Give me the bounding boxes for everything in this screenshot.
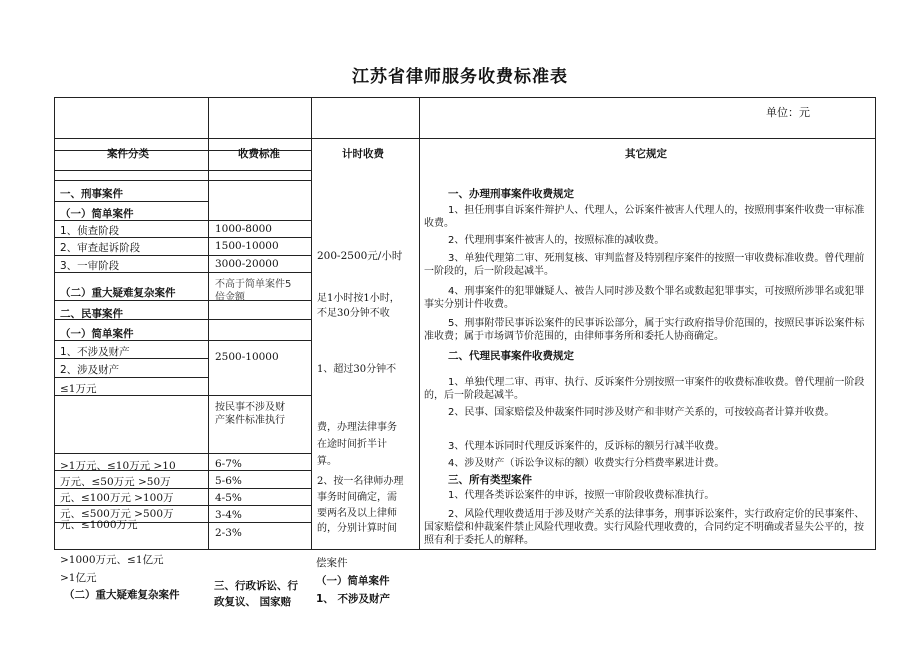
- header-other-rules: 其它规定: [625, 148, 667, 160]
- major-civil-title: （二）重大疑难复杂案件: [64, 589, 180, 601]
- rules-criminal-title: 一、办理刑事案件收费规定: [448, 188, 574, 200]
- row-divider: [54, 300, 311, 301]
- criminal-simple-title: （一）简单案件: [60, 208, 134, 220]
- col-divider: [419, 97, 420, 550]
- hourly-rule: 费，办理法律事务: [317, 422, 397, 433]
- rate-value: 5-6%: [215, 475, 242, 487]
- major-criminal-title: （二）重大疑难复杂案件: [60, 287, 176, 299]
- row-divider: [54, 201, 208, 202]
- investigation-stage: 1、侦查阶段: [60, 225, 120, 237]
- header-category: 案件分类: [107, 148, 149, 160]
- trial-fee: 3000-20000: [215, 258, 279, 270]
- rule-paragraph: 1、代理各类诉讼案件的申诉，按照一审阶段收费标准执行。: [448, 490, 715, 501]
- header-hourly: 计时收费: [342, 148, 384, 160]
- col-divider: [208, 97, 209, 550]
- tier-row: 元、≤1000万元: [60, 519, 138, 531]
- rule-paragraph: 4、涉及财产（诉讼争议标的额）收费实行分档费率累进计费。: [448, 458, 725, 469]
- investigation-fee: 1000-8000: [215, 223, 272, 235]
- row-divider: [54, 180, 208, 181]
- admin-simple-title: （一）简单案件: [316, 575, 390, 587]
- rate-value: 2-3%: [215, 527, 242, 539]
- header-fee-standard: 收费标准: [238, 148, 280, 160]
- rules-civil-title: 二、代理民事案件收费规定: [448, 350, 574, 362]
- property-fee-note: 产案件标准执行: [215, 415, 285, 426]
- hourly-rule: 2、按一名律师办理: [317, 476, 404, 487]
- hourly-rule: 算。: [317, 456, 337, 467]
- hourly-rule: 足1小时按1小时，: [317, 293, 400, 304]
- civil-section-title: 二、民事案件: [60, 308, 123, 320]
- with-property-item: 2、涉及财产: [60, 364, 120, 376]
- row-divider: [54, 138, 876, 139]
- property-fee-note: 按民事不涉及财: [215, 402, 285, 413]
- rule-paragraph: 3、单独代理第二审、死刑复核、审判监督及特别程序案件的按照一审收费标准收费。曾代理前一阶段的，后一阶段起减半。: [424, 253, 865, 277]
- rule-paragraph: 2、风险代理收费适用于涉及财产关系的法律事务，刑事诉讼案件，实行政府定价的民事案件、国家赔偿和仲裁案件禁止风险代理收费。实行风险代理收费的，合同约定不明确或者显失公平的，按照有利于委托人的解释。: [424, 509, 865, 546]
- no-property-item: 1、不涉及财产: [60, 346, 130, 358]
- tier-row: 元、≤500万元 >500万: [60, 508, 174, 520]
- major-criminal-fee: 倍金额: [215, 292, 245, 303]
- rule-paragraph: 5、刑事附带民事诉讼案件的民事诉讼部分，属于实行政府指导价范围的，按照民事诉讼案件标准收费；属于市场调节价范围的，由律师事务所和委托人协商确定。: [424, 318, 865, 342]
- criminal-section-title: 一、刑事案件: [60, 188, 123, 200]
- row-divider: [208, 170, 311, 171]
- hourly-rule: 1、超过30分钟不: [317, 364, 397, 375]
- hourly-rate: 200-2500元/小时: [317, 250, 403, 262]
- row-divider: [54, 170, 208, 171]
- tier-row: 万元、≤50万元 >50万: [60, 476, 171, 488]
- col-divider: [311, 97, 312, 550]
- hourly-rule: 事务时间确定，需: [317, 492, 397, 503]
- page-title: 江苏省律师服务收费标准表: [352, 67, 568, 87]
- major-criminal-fee: 不高于简单案件5: [215, 279, 292, 290]
- rate-value: 3-4%: [215, 509, 242, 521]
- admin-no-property: 1、 不涉及财产: [316, 593, 390, 605]
- rule-paragraph: 2、民事、国家赔偿及仲裁案件同时涉及财产和非财产关系的，可按较高者计算并收费。: [448, 407, 835, 418]
- rules-all-types-title: 三、所有类型案件: [448, 474, 532, 486]
- hourly-rule: 不足30分钟不收: [317, 308, 390, 319]
- state-compensation-label: 偿案件: [316, 557, 348, 569]
- tier-row: >1000万元、≤1亿元: [60, 554, 164, 566]
- row-divider: [54, 377, 208, 378]
- row-divider: [54, 453, 311, 454]
- rate-value: 4-5%: [215, 492, 242, 504]
- unit-label: 单位：元: [766, 106, 810, 119]
- hourly-rule: 要两名及以上律师: [317, 508, 397, 519]
- rate-value: 6-7%: [215, 458, 242, 470]
- hourly-rule: 在途时间折半计: [317, 439, 387, 450]
- rule-paragraph: 2、代理刑事案件被害人的，按照标准的减收费。: [448, 235, 665, 246]
- tier-row: 元、≤100万元 >100万: [60, 492, 174, 504]
- row-divider: [208, 180, 311, 181]
- hourly-rule: 的，分别计算时间: [317, 523, 397, 534]
- prosecution-fee: 1500-10000: [215, 240, 279, 252]
- row-divider: [54, 255, 311, 256]
- tier-below-10k: ≤1万元: [60, 383, 97, 395]
- rule-paragraph: 1、单独代理二审、再审、执行、反诉案件分别按照一审案件的收费标准收费。曾代理前一阶段的，后一阶段起减半。: [424, 377, 865, 401]
- rule-paragraph: 3、代理本诉同时代理反诉案件的，反诉标的额另行减半收费。: [448, 441, 725, 452]
- civil-simple-title: （一）简单案件: [60, 328, 134, 340]
- admin-section-title: 政复议、 国家赔: [214, 596, 292, 608]
- first-trial-stage: 3、一审阶段: [60, 260, 120, 272]
- prosecution-stage: 2、审查起诉阶段: [60, 242, 141, 254]
- tier-row: >1亿元: [60, 572, 97, 584]
- admin-section-title: 三、行政诉讼、行: [214, 580, 298, 592]
- rule-paragraph: 1、担任刑事自诉案件辩护人、代理人，公诉案件被害人代理人的，按照刑事案件收费一审标准收费。: [424, 205, 865, 229]
- tier-row: >1万元、≤10万元 >10: [60, 460, 176, 472]
- rule-paragraph: 4、刑事案件的犯罪嫌疑人、被告人同时涉及数个罪名或数起犯罪事实，可按照所涉罪名或犯罪事实分别计件收费。: [424, 286, 865, 310]
- no-property-fee: 2500-10000: [215, 351, 279, 363]
